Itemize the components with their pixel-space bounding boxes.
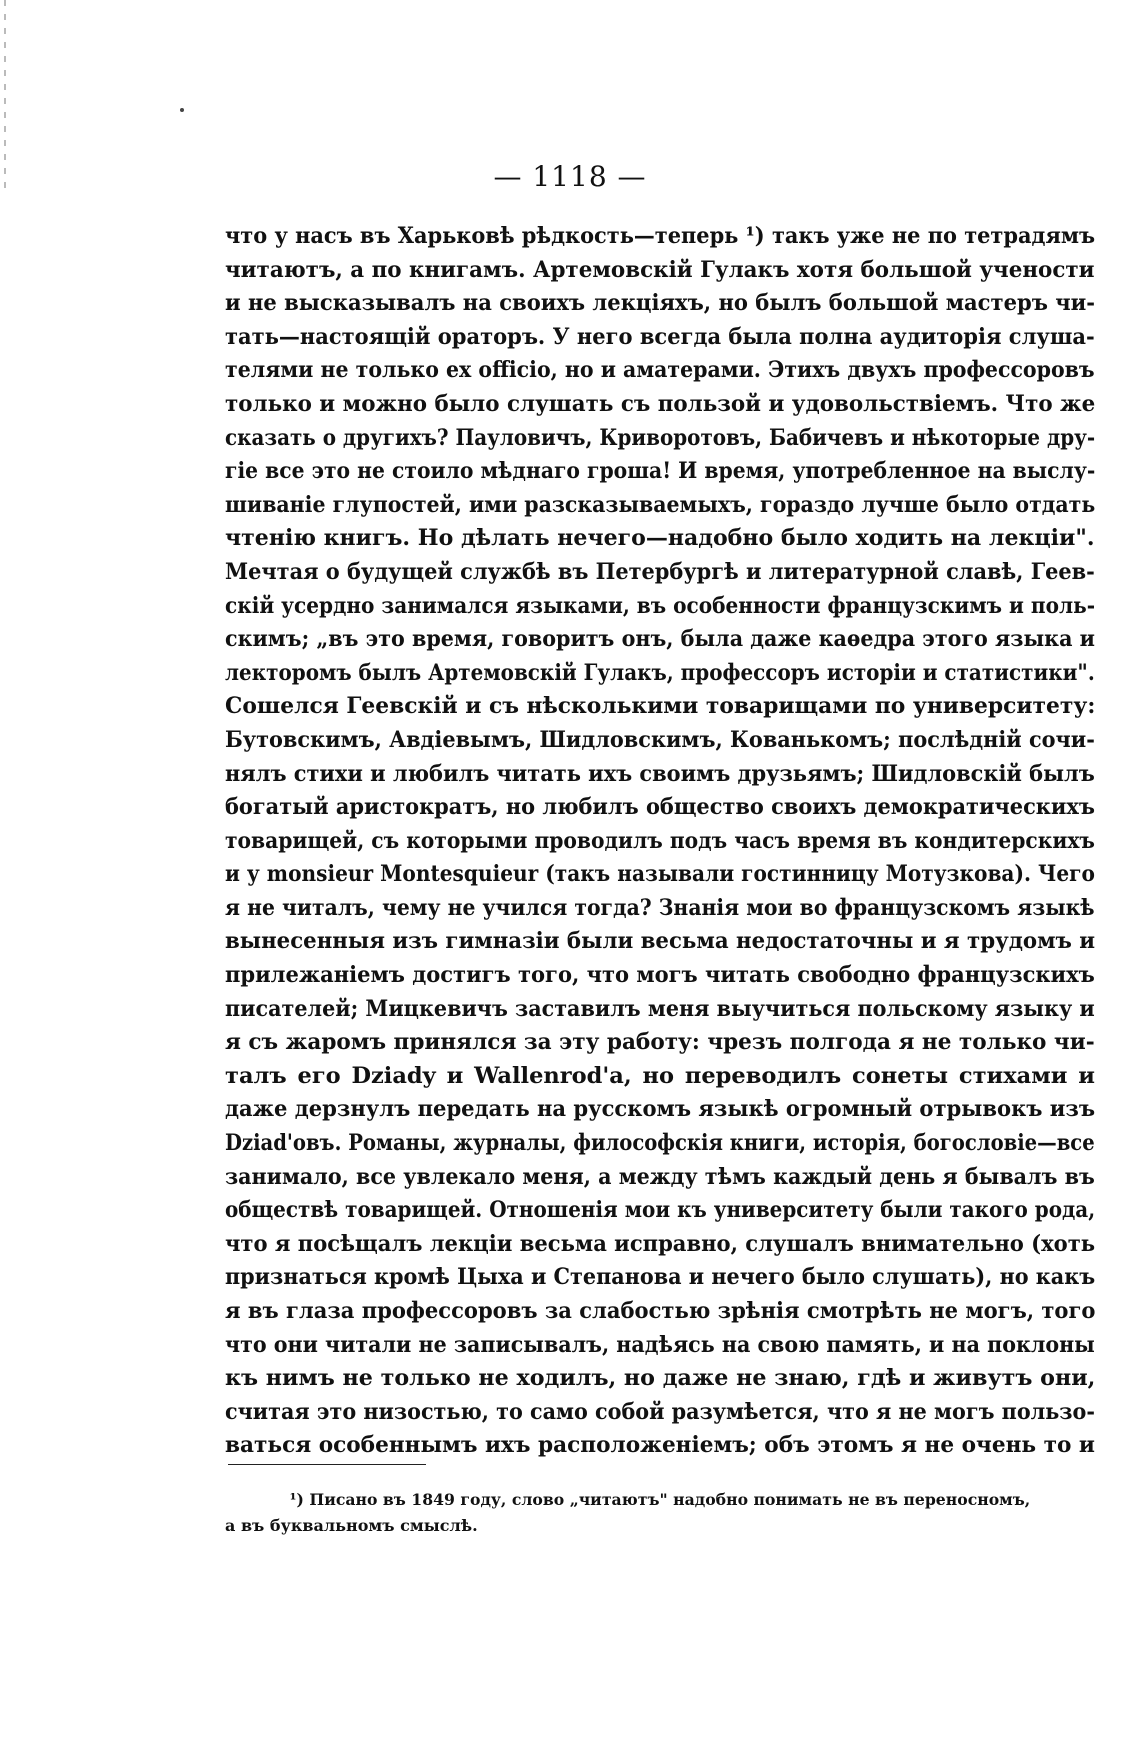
body-text: [225, 220, 1095, 1463]
text-line: Dziad'овъ. Романы, журналы, философскія книги, исторія, богословіе—все: [225, 1130, 1095, 1157]
text-line: что я посѣщалъ лекціи весьма исправно, слушалъ внимательно (хоть: [225, 1230, 1096, 1257]
text-line: лекторомъ былъ Артемовскій Гулакъ, профессоръ исторіи и статистики".: [225, 659, 1095, 686]
text-line: даже дерзнулъ передать на русскомъ языкѣ огромный отрывокъ изъ: [225, 1096, 1096, 1123]
text-line: что у насъ въ Харьковѣ рѣдкость—теперь ¹) такъ уже не по тетрадямъ: [225, 223, 1096, 249]
text-line: телями не только ex officio, но и аматерами. Этихъ двухъ профессоровъ: [225, 357, 1095, 384]
text-line: къ нимъ не только не ходилъ, но даже не знаю, гдѣ и живутъ они,: [225, 1365, 1096, 1392]
scan-speck: [180, 108, 184, 112]
footnote-line: а въ буквальномъ смыслѣ.: [225, 1516, 478, 1535]
text-line: скимъ; „въ это время, говоритъ онъ, была даже каѳедра этого языка и: [225, 626, 1095, 653]
text-line: скій усердно занимался языками, въ особенности французскимъ и поль-: [225, 592, 1096, 619]
text-line: признаться кромѣ Цыха и Степанова и нечего было слушать), но какъ: [225, 1264, 1096, 1291]
text-line: Мечтая о будущей службѣ въ Петербургѣ и литературной славѣ, Геев-: [225, 558, 1095, 585]
text-line: и не высказывалъ на своихъ лекціяхъ, но былъ большой мастеръ чи-: [225, 290, 1096, 317]
text-line: я въ глаза профессоровъ за слабостью зрѣнія смотрѣть не могъ, того: [225, 1298, 1096, 1324]
text-line: прилежаніемъ достигъ того, что могъ читать свободно французскихъ: [225, 962, 1095, 989]
page-number: — 1118 —: [493, 160, 647, 193]
footnote-rule: [228, 1464, 426, 1465]
text-line: занимало, все увлекало меня, а между тѣмъ каждый день я бывалъ въ: [225, 1163, 1095, 1190]
text-line: считая это низостью, то само собой разумѣется, что я не могъ пользо-: [225, 1398, 1095, 1425]
footnote: [225, 1487, 1095, 1539]
text-line: Сошелся Геевскій и съ нѣсколькими товарищами по университету:: [225, 693, 1096, 720]
text-line: чтенію книгъ. Но дѣлать нечего—надобно было ходить на лекціи".: [225, 525, 1095, 552]
text-line: шиваніе глупостей, ими разсказываемыхъ, гораздо лучше было отдать: [225, 491, 1096, 518]
footnote-line: ¹) Писано въ 1849 году, слово „читаютъ" надобно понимать не въ переносномъ,: [289, 1490, 1031, 1509]
text-line: вынесенныя изъ гимназіи были весьма недостаточны и я трудомъ и: [225, 928, 1096, 955]
text-line: и у monsieur Montesquieur (такъ называли гостинницу Мотузкова). Чего: [225, 861, 1095, 888]
text-line: талъ его Dziady и Wallenrod'а, но переводилъ сонеты стихами и: [225, 1062, 1095, 1089]
text-line: я не читалъ, чему не учился тогда? Знанія мои во французскомъ языкѣ: [225, 894, 1095, 921]
text-line: ваться особеннымъ ихъ расположеніемъ; объ этомъ я не очень то и: [225, 1432, 1095, 1459]
text-line: писателей; Мицкевичъ заставилъ меня выучиться польскому языку и: [225, 995, 1095, 1022]
text-line: нялъ стихи и любилъ читать ихъ своимъ друзьямъ; Шидловскій былъ: [225, 760, 1095, 787]
text-line: только и можно было слушать съ пользой и удовольствіемъ. Что же: [225, 390, 1096, 417]
text-line: что они читали не записывалъ, надѣясь на свою память, и на поклоны: [225, 1331, 1095, 1358]
text-line: гіе все это не стоило мѣднаго гроша! И время, употребленное на выслу-: [225, 458, 1096, 485]
text-line: тать—настоящій ораторъ. У него всегда была полна аудиторія слуша-: [225, 323, 1095, 350]
text-line: богатый аристократъ, но любилъ общество своихъ демократическихъ: [225, 794, 1095, 821]
text-line: читаютъ, а по книгамъ. Артемовскій Гулакъ хотя большой учености: [225, 256, 1095, 283]
text-line: товарищей, съ которыми проводилъ подъ часъ время въ кондитерскихъ: [225, 827, 1095, 854]
text-line: сказать о другихъ? Пауловичъ, Криворотовъ, Бабичевъ и нѣкоторые дру-: [225, 424, 1096, 451]
text-line: Бутовскимъ, Авдіевымъ, Шидловскимъ, Кованькомъ; послѣдній сочи-: [225, 726, 1095, 753]
text-line: обществѣ товарищей. Отношенія мои къ университету были такого рода,: [225, 1197, 1096, 1224]
text-line: я съ жаромъ принялся за эту работу: чрезъ полгода я не только чи-: [225, 1029, 1095, 1056]
